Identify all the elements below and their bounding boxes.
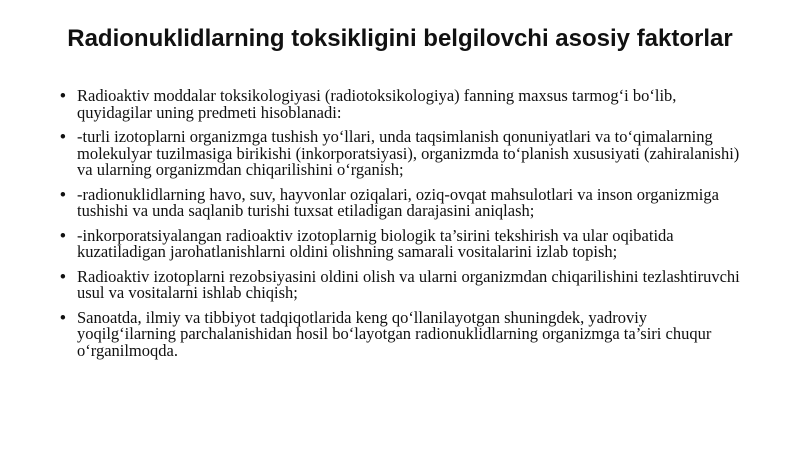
list-item-text: Radioaktiv moddalar toksikologiyasi (radiotoksikologiya) fanning maxsus tarmog‘i bo‘lib, quyidagilar uning predmeti hisoblanadi:	[77, 86, 677, 122]
bullet-icon: •	[60, 185, 66, 204]
bullet-list	[60, 88, 740, 367]
list-item	[60, 88, 740, 121]
bullet-icon: •	[60, 87, 66, 105]
list-item-text: Radioaktiv izotoplarni rezobsiyasini oldini olish va ularni organizmdan chiqarilishini tezlashtiruvchi usul va vositalarni ishlab chiqish;	[77, 266, 740, 302]
bullet-icon: •	[60, 226, 66, 245]
list-item	[60, 307, 740, 360]
list-item-text: -turli izotoplarni organizmga tushish yo‘llari, unda taqsimlanish qonuniyatlari va to‘qimalarning molekulyar tuzilmasiga birikishi (inkorporatsiyasi), organizmda to‘planish xususiyati (zahiralanishi) va ularning organizmdan chiqarilishini o‘rganish;	[77, 127, 740, 179]
list-item	[60, 266, 740, 302]
list-item-text: -inkorporatsiyalangan radioaktiv izotoplarnig biologik ta’sirini tekshirish va ular oqibatida kuzatiladigan jarohatlanishlarni oldini olishning samarali vositalarini izlab topish;	[77, 225, 674, 261]
slide-title: Radionuklidlarning toksikligini belgilovchi asosiy faktorlar	[67, 25, 733, 52]
bullet-icon: •	[60, 267, 66, 286]
list-item-text: -radionuklidlarning havo, suv, hayvonlar oziqalari, oziq-ovqat mahsulotlari va inson organizmiga tushishi va unda saqlanib turishi tuxsat etiladigan darajasini aniqlash;	[77, 184, 719, 220]
list-item	[60, 129, 740, 179]
bullet-icon: •	[60, 128, 66, 146]
list-item	[60, 225, 740, 261]
list-item-text: Sanoatda, ilmiy va tibbiyot tadqiqotlarida keng qo‘llanilayotgan shuningdek, yadroviy yoqilg‘ilarning parchalanishidan hosil bo‘layotgan radionuklidlarning organizmga ta’siri chuqur o‘rganilmoqda.	[77, 307, 712, 360]
list-item	[60, 184, 740, 220]
bullet-icon: •	[60, 308, 66, 327]
